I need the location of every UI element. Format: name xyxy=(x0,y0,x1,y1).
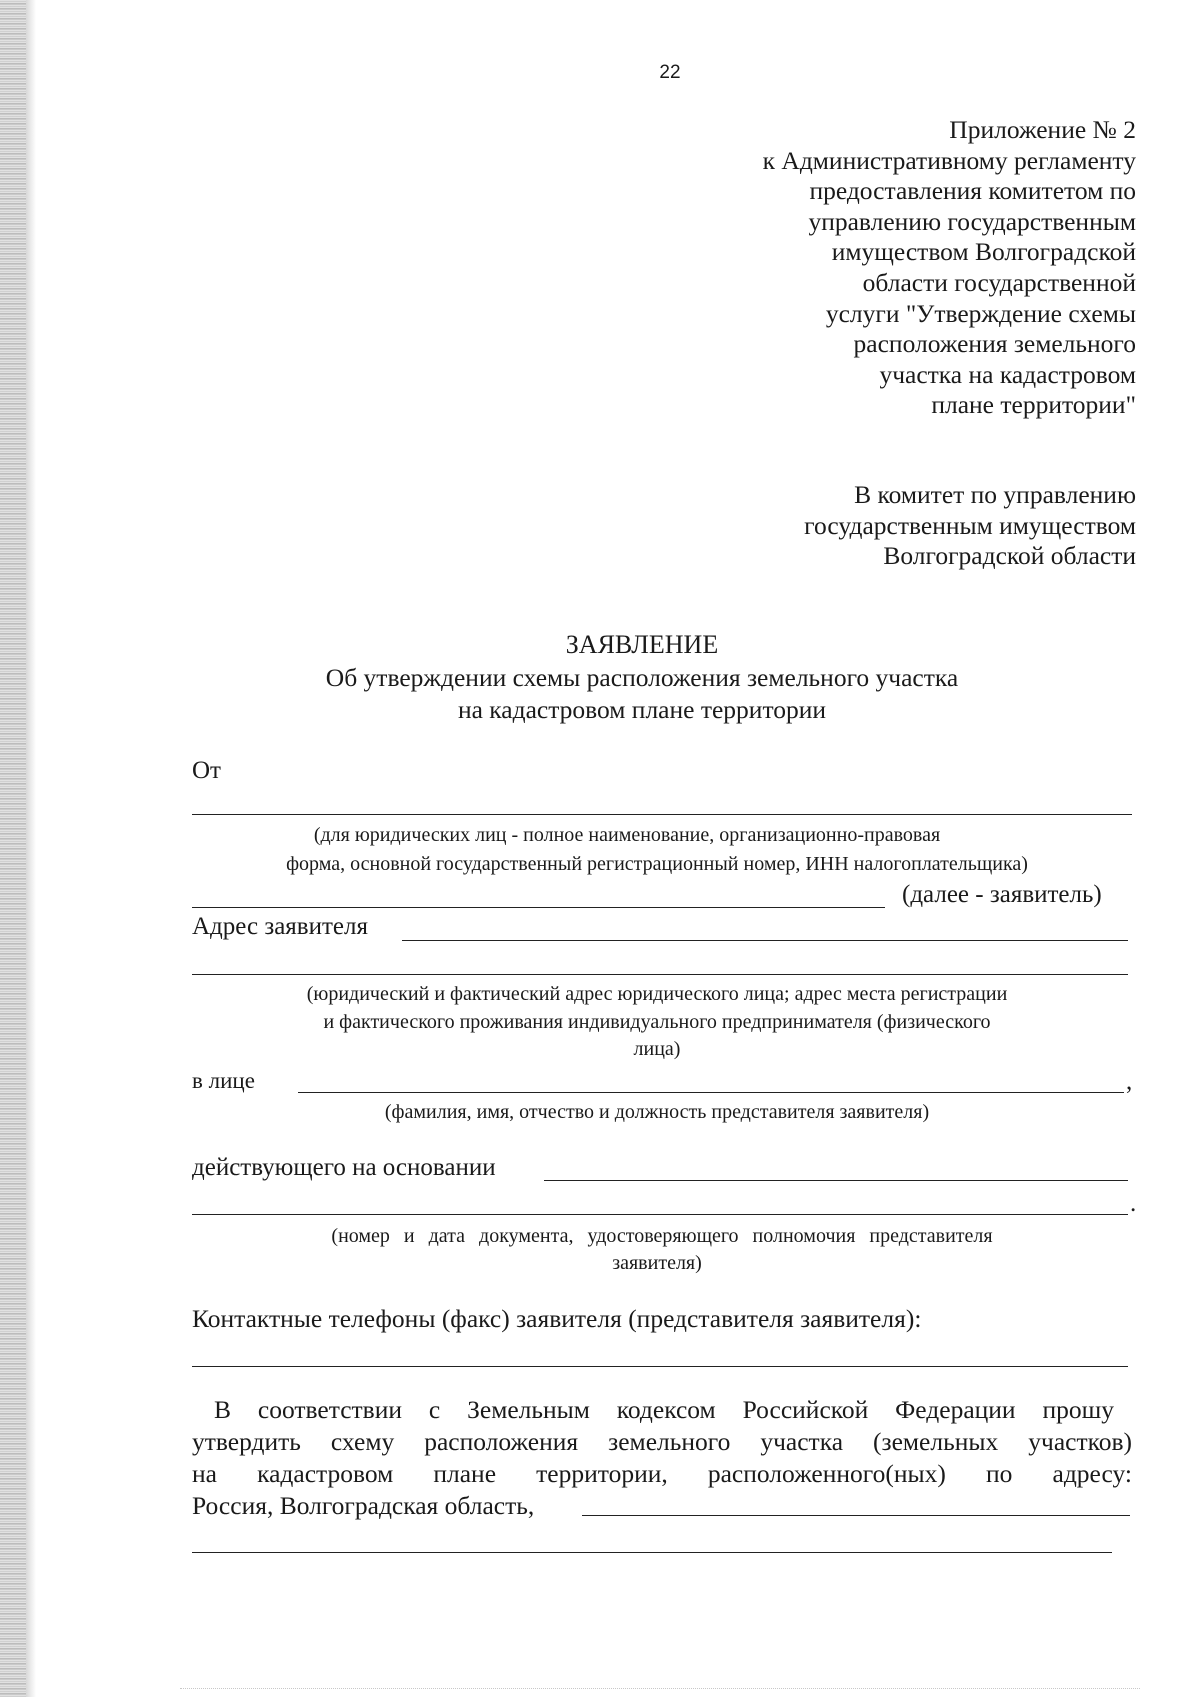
legal-entity-hint: форма, основной государственный регистрационный номер, ИНН налогоплательщика) xyxy=(286,853,1028,875)
addressee-line: государственным имуществом xyxy=(804,510,1136,540)
scan-edge-shadow xyxy=(26,0,36,1697)
address-field[interactable] xyxy=(402,940,1128,941)
request-line: Россия, Волгоградская область, xyxy=(192,1491,535,1520)
basis-dot: . xyxy=(1130,1190,1137,1217)
subtitle-line: на кадастровом плане территории xyxy=(457,695,827,724)
subtitle-line: Об утверждении схемы расположения земельного участка xyxy=(325,663,959,692)
appendix-line: имуществом Волгоградской xyxy=(831,237,1136,267)
basis-field-continued[interactable] xyxy=(192,1214,1128,1215)
appendix-line: участка на кадастровом xyxy=(879,359,1136,389)
land-address-field[interactable] xyxy=(582,1515,1130,1516)
appendix-line: к Административному регламенту xyxy=(762,145,1136,175)
representative-comma: , xyxy=(1126,1068,1133,1095)
address-field-continued[interactable] xyxy=(192,974,1128,975)
legal-entity-hint: (для юридических лиц - полное наименование, организационно-правовая xyxy=(313,824,941,846)
representative-label: в лице xyxy=(192,1068,255,1093)
representative-hint: (фамилия, имя, отчество и должность представителя заявителя) xyxy=(384,1101,930,1123)
address-hint: и фактического проживания индивидуального предпринимателя (физического xyxy=(323,1011,991,1033)
address-hint: лица) xyxy=(633,1038,681,1060)
appendix-line: плане территории" xyxy=(931,390,1136,420)
addressee-line: В комитет по управлению xyxy=(854,480,1136,509)
land-address-field-continued[interactable] xyxy=(192,1552,1112,1553)
appendix-header xyxy=(616,115,1136,421)
page-number: 22 xyxy=(659,62,681,83)
appendix-line: Приложение № 2 xyxy=(949,115,1136,144)
addressee-block xyxy=(616,480,1136,572)
scan-noise-footer xyxy=(180,1688,1140,1689)
applicant-name-field[interactable] xyxy=(192,814,1132,815)
representative-field[interactable] xyxy=(298,1092,1124,1093)
basis-label: действующего на основании xyxy=(192,1154,496,1181)
document-title: ЗАЯВЛЕНИЕ xyxy=(565,630,719,659)
addressee-line: Волгоградской области xyxy=(883,541,1136,571)
hereinafter-label: (далее - заявитель) xyxy=(902,881,1102,908)
appendix-line: области государственной xyxy=(862,267,1136,297)
phones-label: Контактные телефоны (факс) заявителя (представителя заявителя): xyxy=(192,1304,922,1333)
address-hint: (юридический и фактический адрес юридического лица; адрес места регистрации xyxy=(306,983,1008,1005)
document-subtitle xyxy=(192,662,1092,726)
appendix-line: управлению государственным xyxy=(808,206,1136,236)
appendix-line: услуги "Утверждение схемы xyxy=(825,298,1136,328)
request-paragraph xyxy=(192,1394,1132,1522)
phones-field[interactable] xyxy=(192,1366,1128,1367)
request-line: на кадастровом плане территории, расположенного(ных) по адресу: xyxy=(192,1459,1132,1488)
basis-field[interactable] xyxy=(544,1180,1128,1181)
basis-hint: (номер и дата документа, удостоверяющего полномочия представителя xyxy=(331,1225,993,1247)
address-label: Адрес заявителя xyxy=(192,913,368,940)
from-label: От xyxy=(192,757,221,784)
request-line: утвердить схему расположения земельного участка (земельных участков) xyxy=(192,1427,1132,1456)
appendix-line: расположения земельного xyxy=(853,329,1136,359)
request-line: В соответствии с Земельным кодексом Российской Федерации прошу xyxy=(214,1395,1114,1424)
applicant-name-field-continued[interactable] xyxy=(192,907,885,908)
scan-edge-artifact xyxy=(0,0,26,1697)
appendix-line: предоставления комитетом по xyxy=(809,176,1136,206)
basis-hint: заявителя) xyxy=(612,1252,702,1274)
